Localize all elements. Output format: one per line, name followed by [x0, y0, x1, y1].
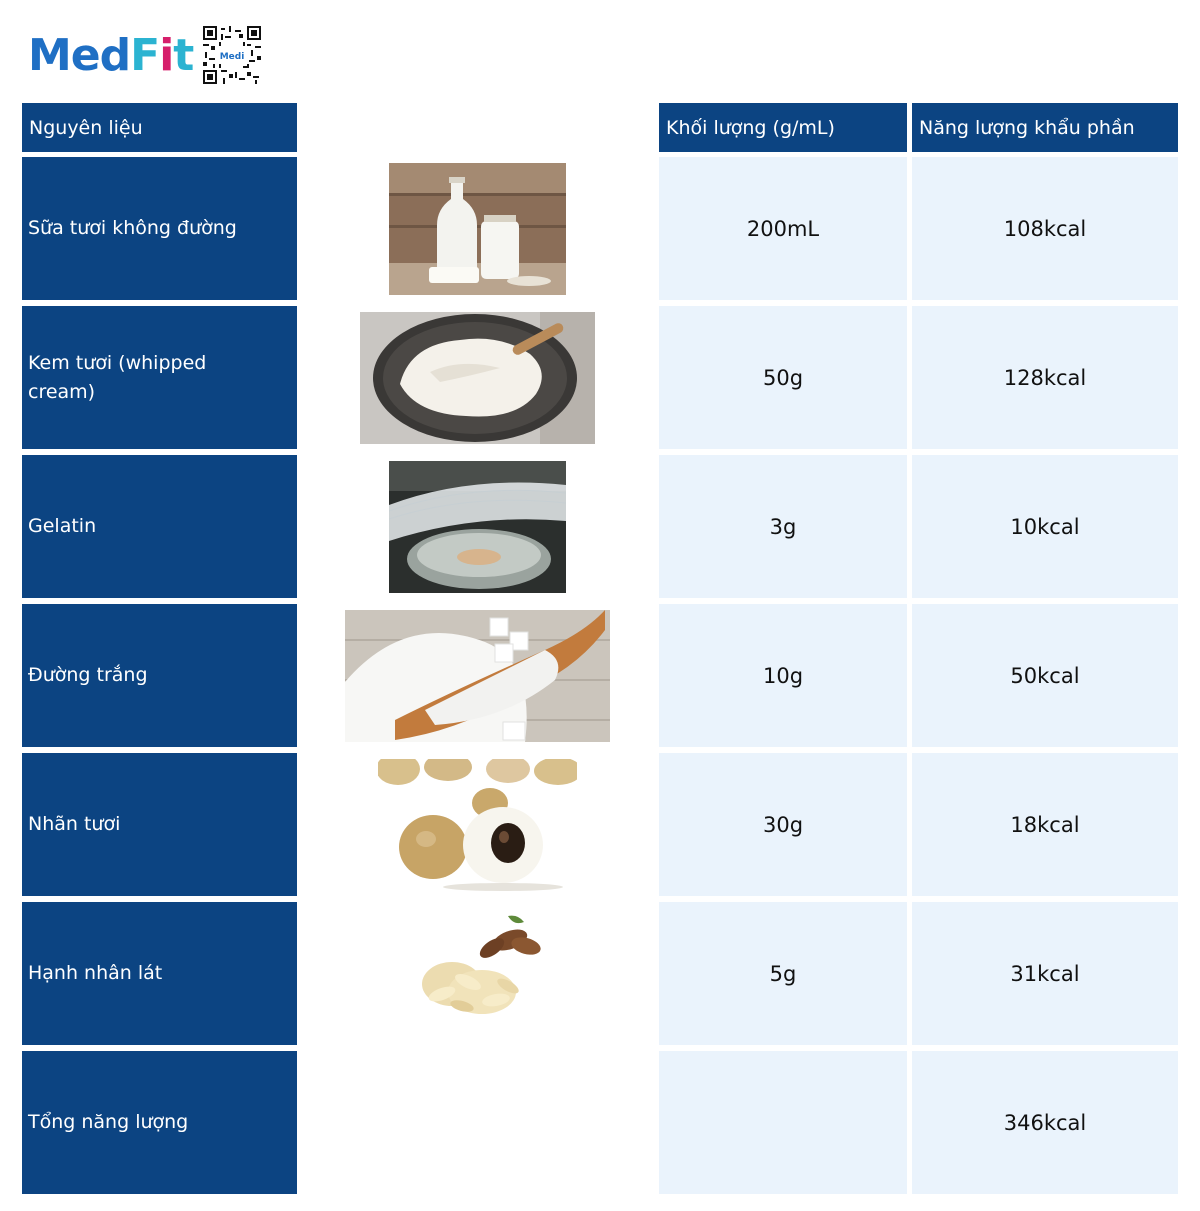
amount-value: 3g: [659, 455, 907, 598]
energy-value: 128kcal: [912, 306, 1178, 449]
ingredient-name: Sữa tươi không đường: [22, 157, 297, 300]
ingredient-name: Gelatin: [22, 455, 297, 598]
sugar-image: [345, 610, 610, 742]
logo-text: MedFit: [28, 30, 194, 81]
total-energy: 346kcal: [912, 1051, 1178, 1194]
header-amount: Khối lượng (g/mL): [659, 103, 907, 152]
ingredient-name: Hạnh nhân lát: [22, 902, 297, 1045]
amount-value: 5g: [659, 902, 907, 1045]
header-ingredient: Nguyên liệu: [22, 103, 297, 152]
amount-value: 200mL: [659, 157, 907, 300]
milk-bottle-image: [389, 163, 566, 295]
medfit-logo: [28, 24, 193, 88]
whipped-cream-image: [360, 312, 595, 444]
energy-value: 50kcal: [912, 604, 1178, 747]
amount-value: 10g: [659, 604, 907, 747]
longan-image: [378, 759, 577, 891]
sliced-almond-image: [412, 912, 548, 1022]
ingredient-name: Kem tươi (whipped cream): [22, 306, 297, 449]
energy-value: 18kcal: [912, 753, 1178, 896]
energy-value: 10kcal: [912, 455, 1178, 598]
amount-value: 50g: [659, 306, 907, 449]
header-energy: Năng lượng khẩu phần: [912, 103, 1178, 152]
gelatin-image: [389, 461, 566, 593]
energy-value: 31kcal: [912, 902, 1178, 1045]
total-label: Tổng năng lượng: [22, 1051, 297, 1194]
qr-code-icon: [203, 26, 261, 84]
svg-text:Medi: Medi: [219, 52, 245, 62]
energy-value: 108kcal: [912, 157, 1178, 300]
total-amount: [659, 1051, 907, 1194]
amount-value: 30g: [659, 753, 907, 896]
ingredient-name: Nhãn tươi: [22, 753, 297, 896]
ingredient-name: Đường trắng: [22, 604, 297, 747]
